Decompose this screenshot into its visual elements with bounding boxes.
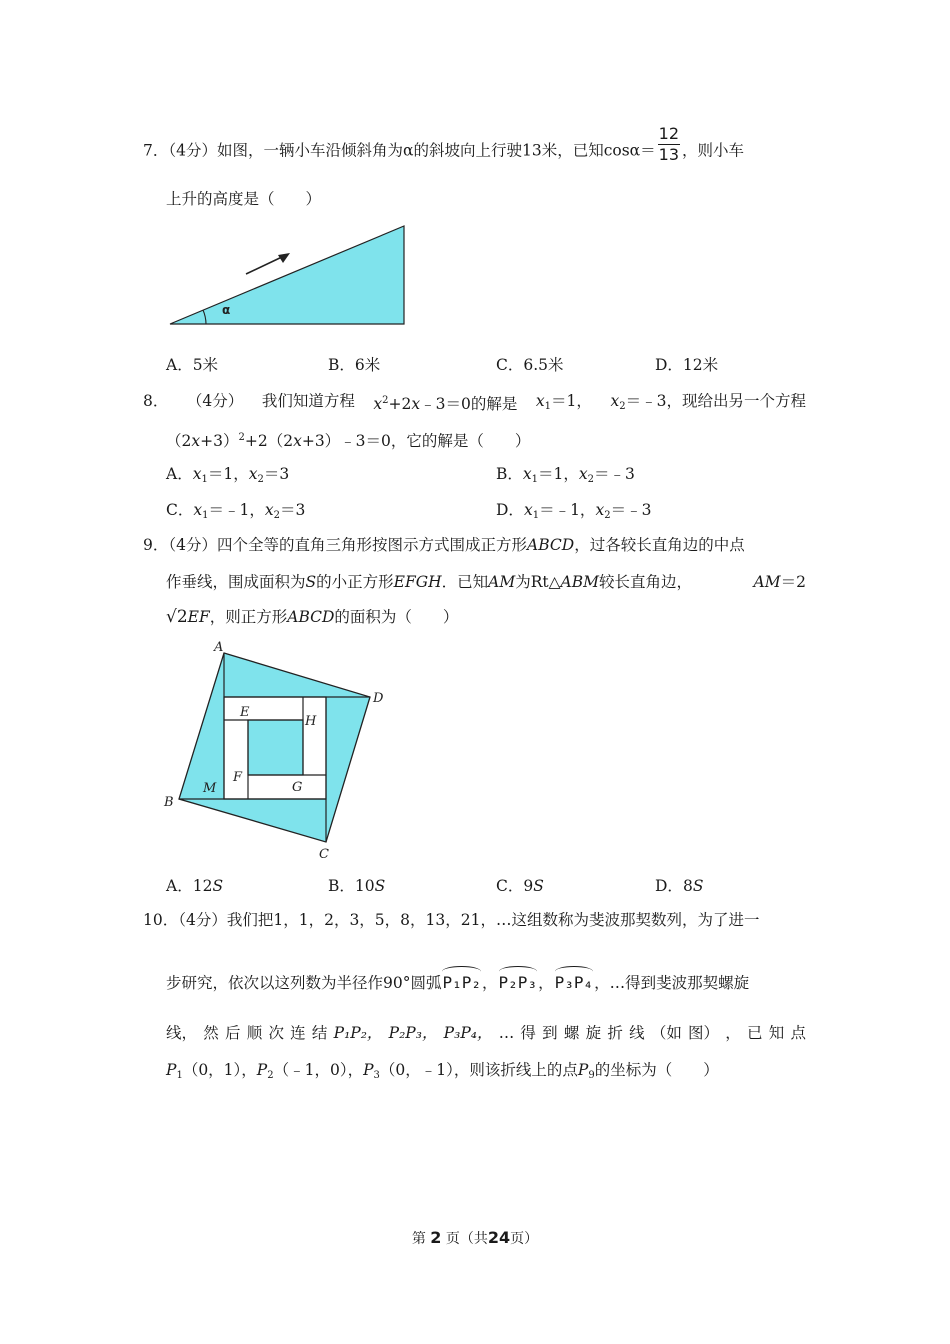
q8-opt-b-v2: ＝﹣3 (594, 465, 635, 483)
q9-opt-c-label: C． (496, 877, 524, 895)
q7-slope-figure (160, 218, 420, 333)
q10-l4d: （﹣1，0）， (273, 1061, 364, 1079)
q9-l3a: ，则正方形 (209, 608, 288, 626)
q7-frac-den: 13 (658, 145, 680, 164)
q9-opt-c-var: S (533, 877, 544, 895)
q10-p1: P (166, 1061, 177, 1079)
q9-efgh: EFGH (393, 573, 442, 591)
q10-arc-p2p3: P₂P₃ (499, 966, 538, 994)
q9-am: AM (488, 573, 516, 591)
q7-cos: cosα＝ (603, 141, 656, 160)
q8-opt-c-label: C． (166, 501, 194, 519)
q9-option-c[interactable] (496, 875, 544, 897)
q8-option-c[interactable] (166, 499, 305, 527)
q7-text-b: 的斜坡向上行驶13米，已知 (413, 141, 604, 160)
q9-label-d: D (373, 691, 384, 706)
footer-page-number: 2 (430, 1228, 442, 1247)
q9-abcd: ABCD (527, 536, 575, 554)
q7-alpha-label: α (222, 303, 231, 317)
q8-opt-b-s2: 2 (587, 474, 595, 485)
q10-points: （4分） (178, 911, 227, 929)
q10-l3-w15: 折 (607, 1024, 623, 1042)
q10-l3-p2p3: P₂P₃， (388, 1024, 438, 1042)
q9-ef: EF (187, 608, 210, 626)
q9-label-a: A (214, 640, 224, 655)
q9-am2: AM (753, 573, 781, 591)
q8-l2-x2: x (293, 432, 302, 450)
q8-l2e: +3）﹣3＝0，它的解是（ ） (301, 432, 531, 450)
q9-opt-d-val: 8 (682, 877, 693, 895)
q10-arc-p1p2: P₁P₂ (442, 966, 481, 994)
q8-opt-d-x1: x (523, 501, 533, 519)
q9-line2 (166, 571, 806, 593)
q10-p3-sub: 3 (373, 1070, 380, 1081)
q7-alpha: α (403, 141, 414, 160)
page-footer (0, 1228, 950, 1248)
q7-number: 7． (143, 141, 169, 160)
q9-l2e: 较长直角边， (599, 573, 693, 591)
q8-l2c: 2 (238, 432, 245, 443)
q8-x1: x (535, 392, 545, 410)
footer-total-pages: 24 (487, 1228, 511, 1247)
q8-opt-a-v1: ＝1， (207, 465, 249, 483)
q10-line2: 步研究，依次以这列数为半径作90°圆弧P₁P₂，P₂P₃，P₃P₄，…得到斐波那契螺旋 (166, 966, 749, 994)
q10-l4h: 的坐标为（ ） (594, 1061, 719, 1079)
q10-l3-w13: 螺 (563, 1024, 580, 1042)
q9-opt-d-label: D． (655, 877, 683, 895)
q8-opt-c-x1: x (193, 501, 203, 519)
q10-p2: P (256, 1061, 268, 1079)
q8-l2d: +2（2 (244, 432, 294, 450)
q10-l3-w17: （如 (650, 1024, 682, 1042)
q9-l2-part2 (754, 571, 806, 593)
q9-s: S (305, 573, 317, 591)
q7-text-a: 如图，一辆小车沿倾斜角为 (217, 141, 404, 160)
q10-l3-w21: 知 (768, 1024, 785, 1042)
q9-opt-a-val: 12 (192, 877, 213, 895)
q8-l2a: （2 (166, 432, 192, 450)
q9-opt-d-var: S (692, 877, 704, 895)
q10-l3-w19: ， (725, 1024, 741, 1042)
q10-p3: P (363, 1061, 374, 1079)
q10-l4b: （0，1）， (182, 1061, 257, 1079)
q7-text-c: ，则小车 (682, 141, 745, 160)
q9-opt-b-label: B． (328, 877, 355, 895)
q8-option-d[interactable] (496, 499, 651, 527)
q8-equation (373, 390, 517, 418)
q7-points: （4分） (168, 141, 217, 160)
q9-l2-part1 (166, 571, 692, 593)
q10-p9-sub: 9 (588, 1070, 595, 1081)
q9-opt-a-var: S (212, 877, 224, 895)
q8-opt-b-s1: 1 (531, 474, 539, 485)
q8-t5: ＝﹣3，现给出另一个方程 (625, 392, 806, 410)
q10-p1-sub: 1 (176, 1070, 183, 1081)
q8-opt-c-s2: 2 (273, 510, 280, 521)
q8-opt-b-label: B． (496, 465, 523, 483)
q9-option-d[interactable] (655, 875, 703, 897)
q7-option-b[interactable]: B．6米 (328, 356, 381, 374)
q8-opt-d-v1: ＝﹣1， (539, 501, 596, 519)
q8-t4: ＝1， (551, 392, 592, 410)
q8-opt-c-s1: 1 (202, 510, 209, 521)
q10-l2a: 步研究，依次以这列数为半径作90°圆弧 (166, 974, 442, 992)
q8-number: 8． (143, 392, 169, 410)
q10-arc-p3p4: P₃P₄ (555, 966, 594, 994)
q9-opt-a-label: A． (166, 877, 193, 895)
q8-opt-c-v2: ＝3 (280, 501, 306, 519)
q9-opt-b-var: S (374, 877, 386, 895)
footer-suffix: 页） (510, 1231, 539, 1247)
q9-label-f: F (233, 770, 243, 785)
q8-root1 (536, 390, 592, 418)
q10-l3-w5: 连 (290, 1024, 306, 1042)
q9-l2b: 的小正方形 (316, 573, 394, 591)
q10-l2b: ，…得到斐波那契螺旋 (594, 974, 750, 992)
q9-l1b: ，过各较长直角边的中点 (574, 536, 745, 554)
q8-t3: ﹣3＝0的解是 (420, 395, 518, 413)
q10-line1 (143, 909, 759, 931)
q7-option-d[interactable]: D．12米 (655, 356, 719, 374)
footer-prefix: 第 (411, 1231, 426, 1247)
q8-x2: x (610, 392, 620, 410)
q9-line1 (143, 534, 745, 556)
q10-l3-w22: 点 (790, 1024, 806, 1042)
q10-l3-w2: 后 (224, 1024, 241, 1042)
q9-label-m: M (203, 781, 217, 796)
q8-opt-d-v2: ＝﹣3 (610, 501, 652, 519)
q9-label-c: C (319, 847, 329, 862)
q9-l2f: ＝2 (780, 573, 806, 591)
q9-label-h: H (305, 714, 317, 729)
q10-l3-p1p2: P₁P₂， (333, 1024, 383, 1042)
q10-l4f: （0，﹣1），则该折线上的点 (379, 1061, 578, 1079)
q9-l1a: 四个全等的直角三角形按图示方式围成正方形 (217, 536, 528, 554)
q8-var-x2: x (411, 395, 421, 413)
q9-l2d: 为Rt△ (515, 573, 561, 591)
q10-l3-w4: 次 (268, 1024, 284, 1042)
q8-opt-b-x1: x (522, 465, 532, 483)
q9-line3 (166, 606, 458, 628)
q8-s1: 1 (544, 401, 552, 412)
q9-l3b: 的面积为（ ） (334, 608, 459, 626)
q8-opt-a-s1: 1 (201, 474, 208, 485)
q9-label-b: B (164, 795, 174, 810)
q10-l3-p3p4: P₃P₄， (443, 1024, 493, 1042)
q8-opt-a-s2: 2 (257, 474, 264, 485)
q7-direction-arrow (246, 256, 284, 274)
q8-l2-x1: x (191, 432, 201, 450)
q9-l2c: ．已知 (441, 573, 489, 591)
q9-abcd2: ABCD (287, 608, 335, 626)
q10-l3-w0: 线， (166, 1024, 198, 1042)
q8-opt-a-label: A． (166, 465, 193, 483)
q8-root2 (610, 390, 806, 418)
q8-opt-a-x2: x (248, 465, 258, 483)
q10-number: 10． (143, 911, 179, 929)
q10-l3-w1: 然 (203, 1024, 219, 1042)
q10-l3-w3: 顺 (246, 1024, 263, 1042)
q8-line1 (143, 390, 806, 418)
q8-t2: +2 (388, 395, 412, 413)
q9-option-a[interactable] (166, 875, 223, 897)
q9-option-b[interactable] (328, 875, 385, 897)
q8-l2b: +3） (200, 432, 239, 450)
q9-sqrt: √2 (166, 607, 188, 627)
q8-sup: 2 (382, 395, 389, 406)
q7-fraction (658, 124, 680, 165)
q8-opt-d-x2: x (595, 501, 605, 519)
q9-number: 9． (143, 536, 169, 554)
q8-option-b[interactable] (496, 463, 635, 491)
q10-l3-w16: 线 (629, 1024, 645, 1042)
q8-opt-d-s1: 1 (532, 510, 540, 521)
q10-l3-w6: 结 (311, 1024, 328, 1042)
q10-p2-sub: 2 (267, 1070, 274, 1081)
q10-l1: 我们把1，1，2，3，5，8，13，21，…这组数称为斐波那契数列，为了进一 (226, 911, 760, 929)
q10-l3-w10: … (498, 1024, 515, 1042)
q10-l3-w20: 已 (747, 1024, 763, 1042)
q9-label-e: E (240, 705, 250, 720)
q10-line4 (166, 1059, 719, 1087)
q9-l2a: 作垂线，围成面积为 (166, 573, 306, 591)
q9-small-square (248, 720, 303, 775)
q9-square-figure (160, 636, 400, 866)
q10-line3 (166, 1022, 806, 1044)
q7-line1 (143, 124, 745, 165)
q7-line2: 上升的高度是（ ） (166, 190, 322, 208)
footer-middle: 页（共 (445, 1231, 488, 1247)
q8-opt-c-v1: ＝﹣1， (208, 501, 265, 519)
q9-label-g: G (292, 780, 303, 795)
q10-l3-w12: 到 (542, 1024, 558, 1042)
q9-opt-b-val: 10 (354, 877, 375, 895)
q9-opt-c-val: 9 (523, 877, 534, 895)
q8-opt-d-label: D． (496, 501, 524, 519)
q10-l3-w11: 得 (520, 1024, 536, 1042)
q10-p9: P (577, 1061, 589, 1079)
q8-opt-b-v1: ＝1， (538, 465, 579, 483)
q9-points: （4分） (168, 536, 217, 554)
q8-opt-a-x1: x (192, 465, 202, 483)
q8-var-x: x (373, 395, 383, 413)
q8-option-a[interactable] (166, 463, 289, 491)
q7-frac-num: 12 (658, 124, 680, 143)
q8-opt-b-x2: x (578, 465, 588, 483)
q7-option-c[interactable]: C．6.5米 (496, 356, 564, 374)
q8-opt-a-v2: ＝3 (263, 465, 290, 483)
q8-opt-c-x2: x (264, 501, 274, 519)
q8-line2 (166, 427, 530, 452)
q9-abm: ABM (560, 573, 600, 591)
q7-slope-triangle (170, 226, 404, 324)
q8-opt-d-s2: 2 (604, 510, 611, 521)
q10-l3-w14: 旋 (585, 1024, 602, 1042)
q8-s2: 2 (619, 401, 626, 412)
q8-points: （4分） (186, 392, 244, 410)
q8-t1: 我们知道方程 (261, 392, 355, 410)
q10-l3-w18: 图） (688, 1024, 720, 1042)
q7-option-a[interactable]: A．5米 (166, 356, 219, 374)
